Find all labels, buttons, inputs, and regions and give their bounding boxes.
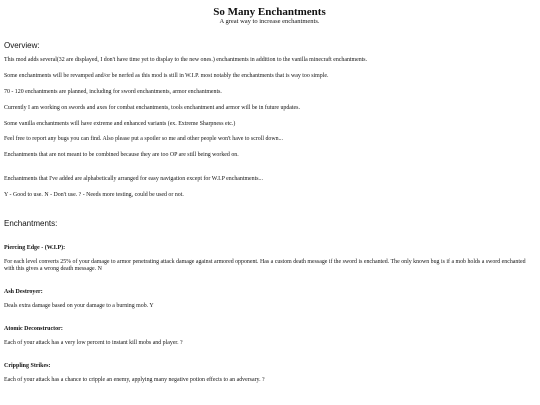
enchantment-description: For each level converts 25% of your damage to armor penetrating attack damage against armored opponent. Has a custom death message if the sword is enchanted. The only known bug is if a mob holds a sword enchanted with this gives a wrong death message. N: [4, 259, 526, 273]
overview-paragraph: Feel free to report any bugs you can find. Also please put a spoiler so me and other people won't have to scroll down...: [4, 136, 283, 143]
enchantment-description: Each of your attack has a chance to cripple an enemy, applying many negative potion effects to an adversary. ?: [4, 377, 265, 384]
enchantment-description: Deals extra damage based on your damage to a burning mob. Y: [4, 303, 154, 310]
overview-paragraph: Some vanilla enchantments will have extreme and enhanced variants (ex. Extreme Sharpness etc.): [4, 120, 236, 127]
overview-paragraph: Currently I am working on swords and axes for combat enchantments, tools enchantment and armor will be in future updates.: [4, 104, 300, 111]
enchantment-name: Piercing Edge - (W.I.P):: [4, 245, 66, 252]
enchantment-description: Each of your attack has a very low percent to instant kill mobs and player. ?: [4, 340, 183, 347]
overview-paragraph: Enchantments that are not meant to be combined because they are too OP are still being worked on.: [4, 152, 239, 159]
spacer: [4, 208, 535, 219]
rating-legend: Y - Good to use. N - Don't use. ? - Needs more testing, could be used or not.: [4, 192, 184, 199]
enchantment-name: Crippling Strikes:: [4, 363, 51, 370]
overview-paragraph: 70 - 120 enchantments are planned, including for sword enchantments, armor enchantments.: [4, 88, 222, 95]
enchantment-name: Ash Destroyer:: [4, 289, 43, 296]
overview-heading: Overview:: [4, 41, 40, 50]
overview-paragraph: This mod adds several(32 are displayed, I don't have time yet to display to the new ones.) enchantments in addition to the vanilla minecraft enchantments.: [4, 57, 368, 63]
enchantment-name: Atomic Deconstructor:: [4, 326, 63, 333]
overview-paragraph: Some enchantments will be revamped and/or be nerfed as this mod is still in W.I.P. most notably the enchantments that is way too simple.: [4, 72, 329, 79]
page-subtitle: A great way to increase enchantments.: [219, 18, 320, 25]
enchantments-heading: Enchantments:: [4, 219, 58, 229]
arranged-note: Enchantments that I've added are alphabetically arranged for easy navigation except for W.I.P enchantments...: [4, 176, 263, 183]
page-title: So Many Enchantments: [213, 6, 326, 18]
